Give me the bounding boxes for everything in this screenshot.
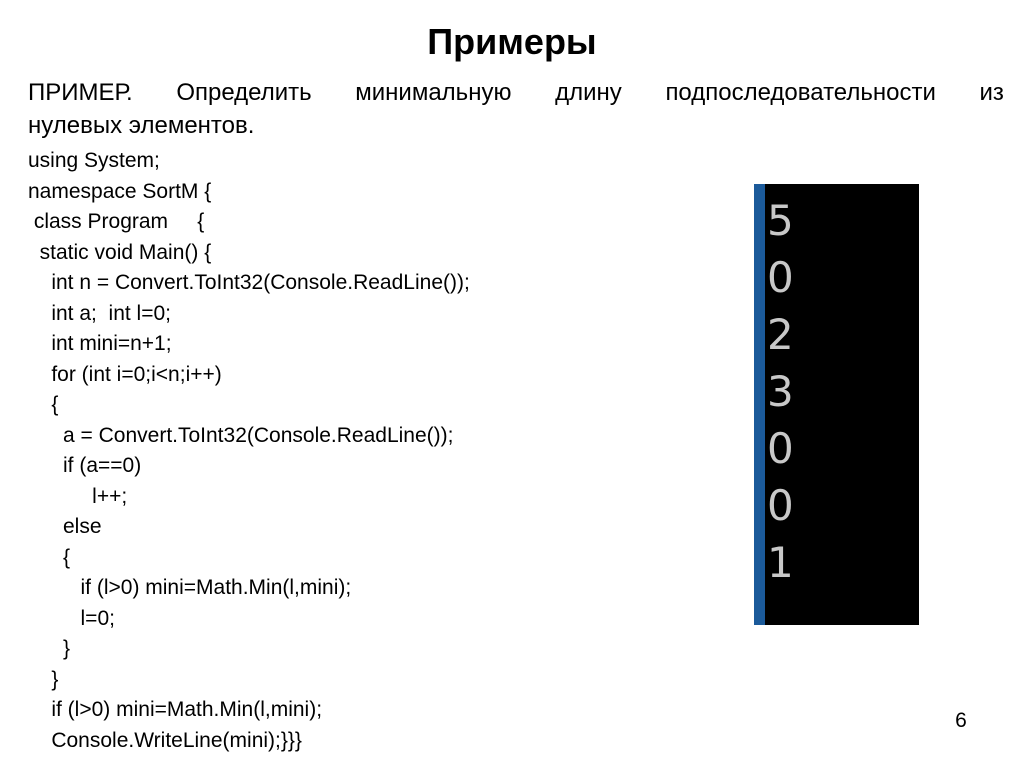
code-line: { (28, 545, 71, 569)
console-window (754, 184, 919, 625)
code-line: if (l>0) mini=Math.Min(l,mini); (28, 576, 352, 599)
task-statement (28, 76, 1004, 142)
console-scrollbar-strip (754, 184, 765, 625)
code-listing (28, 146, 470, 756)
console-line: 1 (767, 538, 794, 587)
task-line: ПРИМЕР. Определить минимальную длину подпоследовательности из (28, 79, 1004, 106)
code-line: using System; (28, 149, 160, 172)
code-line: for (int i=0;i<n;i++) (28, 362, 222, 386)
code-line: l=0; (28, 606, 115, 630)
console-line: 5 (767, 196, 794, 245)
console-line: 0 (767, 424, 794, 473)
task-line: нулевых элементов. (28, 112, 255, 139)
code-line: } (28, 667, 59, 691)
code-line: int n = Convert.ToInt32(Console.ReadLine()); (28, 271, 470, 294)
code-line: static void Main() { (28, 240, 212, 264)
code-line: if (a==0) (28, 454, 142, 477)
console-line: 2 (767, 310, 794, 359)
code-line: a = Convert.ToInt32(Console.ReadLine()); (28, 423, 454, 447)
code-line: } (28, 637, 71, 660)
console-line: 0 (767, 253, 794, 302)
code-line: if (l>0) mini=Math.Min(l,mini); (28, 698, 323, 721)
console-line: 3 (767, 367, 794, 416)
code-line: int mini=n+1; (28, 332, 172, 355)
code-line: namespace SortM { (28, 179, 212, 203)
code-line: Console.WriteLine(mini);}}} (28, 728, 302, 752)
code-line: { (28, 393, 59, 416)
slide-title: Примеры (427, 21, 597, 62)
code-line: else (28, 515, 102, 538)
code-line: int a; int l=0; (28, 301, 171, 325)
console-output (767, 192, 794, 591)
code-line: class Program { (28, 210, 205, 233)
console-line: 0 (767, 481, 794, 530)
page-number: 6 (955, 709, 967, 732)
code-line: l++; (28, 484, 128, 508)
